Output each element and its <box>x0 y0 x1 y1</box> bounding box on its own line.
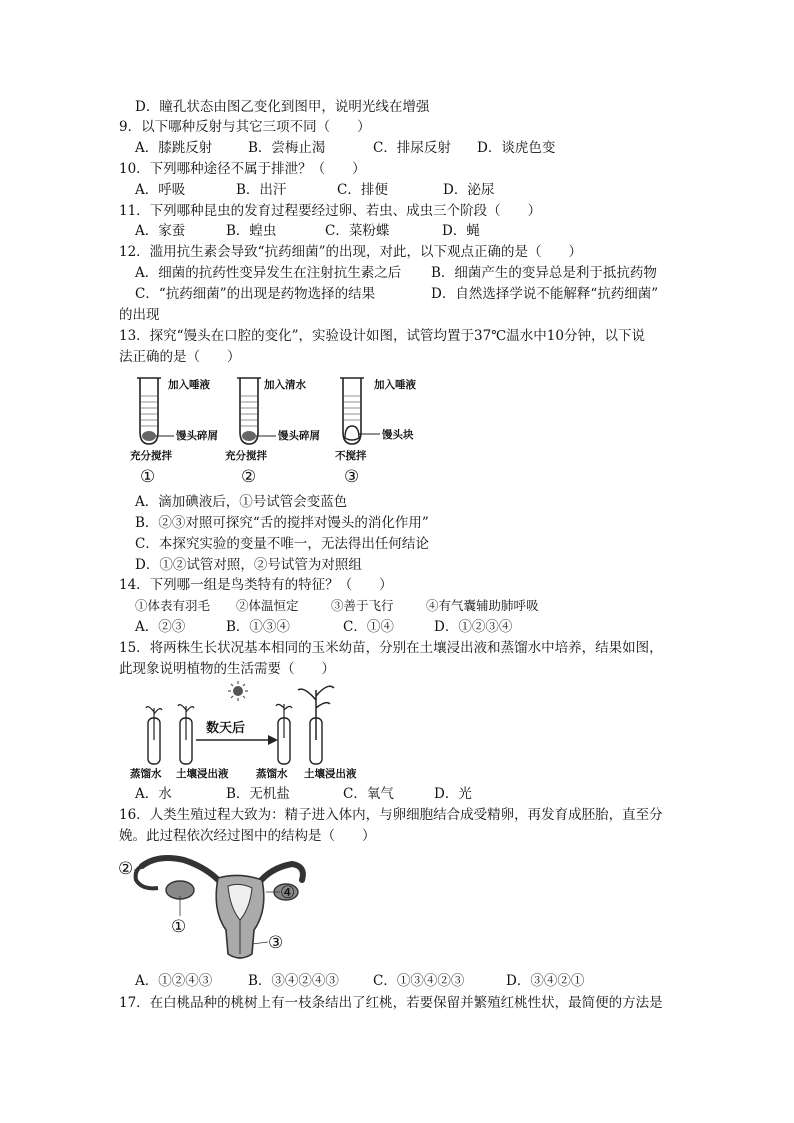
q11-stem: 11．下列哪种昆虫的发育过程要经过卵、若虫、成虫三个阶段（ ） <box>119 203 542 219</box>
tube-1-top-label: 加入唾液 <box>168 379 210 391</box>
q9-option-d: D．谈虎色变 <box>477 140 556 156</box>
q15-option-c: C．氧气 <box>343 786 394 802</box>
q16-option-b: B．③④②④③ <box>248 973 339 989</box>
sun-icon <box>228 681 248 701</box>
q17-stem: 17．在白桃品种的桃树上有一枝条结出了红桃，若要保留并繁殖红桃性状，最简便的方法是 <box>119 995 663 1011</box>
q13-option-a: A．滴加碘液后，①号试管会变蓝色 <box>135 494 348 510</box>
q16-option-c: C．①③④②③ <box>373 973 465 989</box>
q9-stem: 9．以下哪种反射与其它三项不同（ ） <box>119 119 371 135</box>
q16-stem-line1: 16．人类生殖过程大致为：精子进入体内，与卵细胞结合成受精卵，再发育成胚胎，直至分 <box>119 807 663 823</box>
label-soil-extract-2: 土壤浸出液 <box>304 768 357 780</box>
q14-option-c: C．①④ <box>343 619 394 635</box>
q16-option-a: A．①②④③ <box>135 973 213 989</box>
q10-option-d: D．泌尿 <box>443 182 495 198</box>
q9-option-c: C．排尿反射 <box>373 140 451 156</box>
q14-stem: 14．下列哪一组是鸟类特有的特征？（ ） <box>119 577 393 593</box>
q14-feature-4: ④有气囊辅助肺呼吸 <box>426 598 539 613</box>
tube-1-bottom-label: 充分搅拌 <box>130 450 172 462</box>
marker-1: ① <box>171 917 187 937</box>
q13-option-d: D．①②试管对照，②号试管为对照组 <box>135 557 362 573</box>
q13-option-c: C．本探究实验的变量不唯一，无法得出任何结论 <box>135 536 429 552</box>
q15-option-d: D．光 <box>434 786 472 802</box>
q11-option-b: B．蝗虫 <box>226 223 277 239</box>
tube-1-number: ① <box>140 467 156 486</box>
q14-option-d: D．①②③④ <box>434 619 513 635</box>
tube-2-bottom-label: 充分搅拌 <box>225 450 267 462</box>
tube-2 <box>225 378 320 486</box>
tube-3-top-label: 加入唾液 <box>374 379 416 391</box>
q14-feature-3: ③善于飞行 <box>331 598 394 613</box>
q14-feature-1: ①体表有羽毛 <box>135 598 211 613</box>
q12-option-a: A．细菌的抗药性变异发生在注射抗生素之后 <box>135 265 402 281</box>
tube-2-side-label: 馒头碎屑 <box>278 430 320 442</box>
tube-2-number: ② <box>241 467 257 486</box>
q14-option-a: A．②③ <box>135 619 186 635</box>
q10-stem: 10．下列哪种途径不属于排泄？（ ） <box>119 161 366 177</box>
tube-3 <box>335 378 416 486</box>
label-soil-extract-1: 土壤浸出液 <box>176 768 229 780</box>
tube-1-side-label: 馒头碎屑 <box>176 430 218 442</box>
q12-option-d: D．自然选择学说不能解释“抗药细菌” <box>431 286 659 302</box>
q15-seedling-figure <box>130 680 370 780</box>
q14-option-b: B．①③④ <box>226 619 290 635</box>
q13-test-tube-figure <box>128 372 438 486</box>
q12-option-b: B．细菌产生的变异总是利于抵抗药物 <box>431 265 657 281</box>
q10-option-b: B．出汗 <box>236 182 287 198</box>
q11-option-d: D．蝇 <box>442 223 480 239</box>
q15-option-a: A．水 <box>135 786 172 802</box>
q12-option-d-continued: 的出现 <box>119 307 160 323</box>
q16-reproductive-system-figure <box>118 850 318 962</box>
marker-4: ④ <box>280 883 296 903</box>
q16-stem-line2: 娩。此过程依次经过图中的结构是（ ） <box>119 828 376 844</box>
q11-option-a: A．家蚕 <box>135 223 186 239</box>
label-distilled-water-1: 蒸馏水 <box>130 768 162 780</box>
tube-2-top-label: 加入清水 <box>264 379 306 391</box>
q9-option-a: A．膝跳反射 <box>135 140 213 156</box>
q9-option-b: B．尝梅止渴 <box>248 140 326 156</box>
tube-3-side-label: 馒头块 <box>382 429 414 441</box>
q13-option-b: B．②③对照可探究“舌的搅拌对馒头的消化作用” <box>135 515 429 531</box>
tube-3-number: ③ <box>344 467 360 486</box>
q15-stem-line1: 15．将两株生长状况基本相同的玉米幼苗，分别在土壤浸出液和蒸馏水中培养，结果如图， <box>119 640 663 656</box>
label-distilled-water-2: 蒸馏水 <box>256 768 288 780</box>
q14-feature-2: ②体温恒定 <box>236 598 299 613</box>
q10-option-c: C．排便 <box>337 182 388 198</box>
q13-stem-line2: 法正确的是（ ） <box>119 349 241 365</box>
q12-stem: 12．滥用抗生素会导致“抗药细菌”的出现，对此，以下观点正确的是（ ） <box>119 244 582 260</box>
q15-option-b: B．无机盐 <box>226 786 290 802</box>
marker-3: ③ <box>268 933 284 953</box>
marker-2: ② <box>118 859 134 879</box>
q12-option-c: C．“抗药细菌”的出现是药物选择的结果 <box>135 286 376 302</box>
q16-option-d: D．③④②① <box>506 973 585 989</box>
q11-option-c: C．菜粉蝶 <box>325 223 390 239</box>
q8-option-d: D．瞳孔状态由图乙变化到图甲，说明光线在增强 <box>135 99 430 115</box>
q10-option-a: A．呼吸 <box>135 182 186 198</box>
tube-3-bottom-label: 不搅拌 <box>335 450 367 462</box>
q13-stem-line1: 13．探究“馒头在口腔的变化”，实验设计如图，试管均置于37℃温水中10分钟，以下说 <box>119 328 645 344</box>
q15-stem-line2: 此现象说明植物的生活需要（ ） <box>119 661 335 677</box>
arrow-label: 数天后 <box>206 721 246 736</box>
tube-1 <box>130 378 218 486</box>
